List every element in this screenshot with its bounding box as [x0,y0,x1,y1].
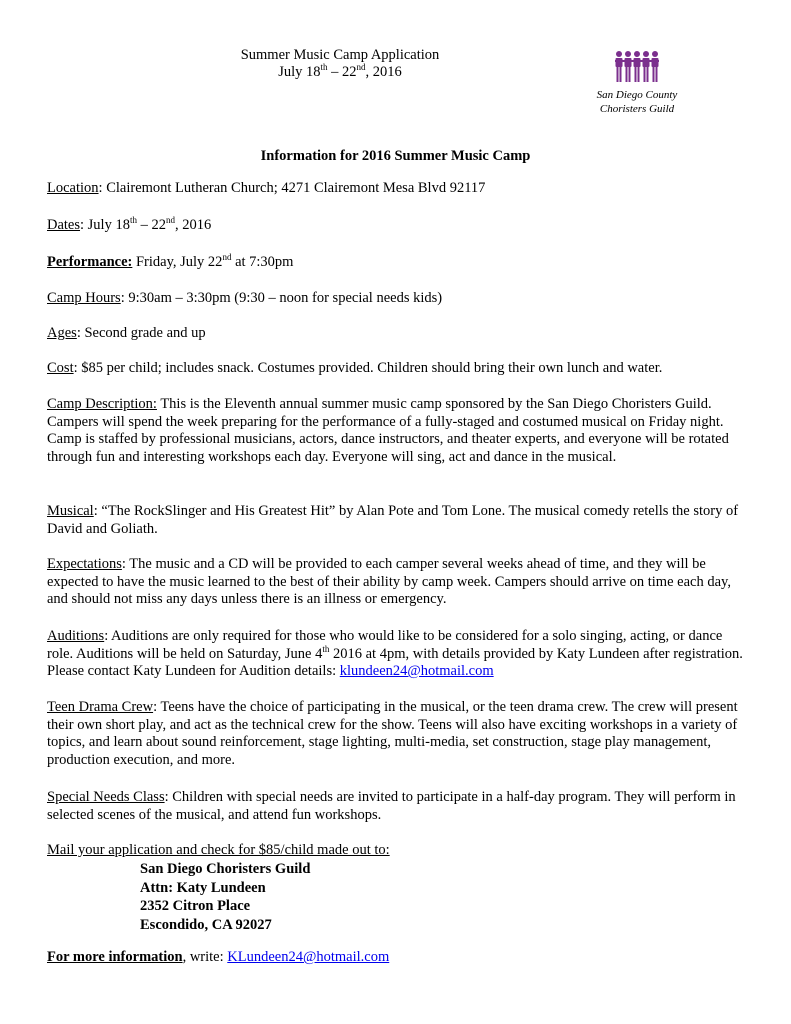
special-needs-label: Special Needs Class [47,789,165,805]
ages-label: Ages [47,325,77,341]
guild-logo [582,50,692,116]
musical-text: : “The RockSlinger and His Greatest Hit” by Alan Pote and Tom Lone. The musical comedy retells the story of David and Goliath. [47,503,739,537]
mail-section [47,842,749,860]
camp-description-text: This is the Eleventh annual summer music camp sponsored by the San Diego Choristers Guild. Campers will spend the week preparing for the performance of a fully-staged and costumed musical on Friday night. Camp is staffed by professional musicians, actors, dance instructors, and theater experts, and everyone will be rotated through fun and interesting workshops each day. Everyone will sing, act and dance in the musical. [47,396,729,465]
camp-hours-section [47,290,749,308]
expectations-text: : The music and a CD will be provided to each camper several weeks ahead of time, and they will be expected to have the music learned to the best of their ability by camp week. Campers should arrive on time each day, and should not miss any days unless there is an illness or emergency. [47,556,731,607]
ages-text: : Second grade and up [76,325,206,341]
dates-label: Dates [47,217,81,233]
location-section [47,180,749,198]
address-line-2: Attn: Katy Lundeen [140,879,266,896]
special-needs-section [47,789,749,824]
mailing-address [140,860,310,934]
logo-line-1: San Diego County [596,89,678,101]
info-title: Information for 2016 Summer Music Camp [260,148,531,164]
address-line-1: San Diego Choristers Guild [140,861,311,877]
special-needs-text: : Children with special needs are invited to participate in a half-day program. They will perform in selected scenes of the musical, and attend fun workshops. [47,789,736,823]
performance-label: Performance: [47,254,133,270]
address-line-3: 2352 Citron Place [140,898,251,914]
more-info-email-link[interactable]: KLundeen24@hotmail.com [227,949,390,965]
logo-line-2: Choristers Guild [599,103,675,115]
more-info-section: For more information, write: KLundeen24@hotmail.com [47,949,390,965]
camp-description-section [47,396,749,466]
musical-label: Musical [47,503,94,519]
mail-label: Mail your application and check for $85/child made out to: [47,842,390,858]
cost-text: : $85 per child; includes snack. Costumes provided. Children should bring their own lunch and water. [73,360,663,376]
dates-section: Dates: July 18th – 22nd, 2016 [47,215,212,233]
auditions-section: Auditions: Auditions are only required for those who would like to be considered for a solo singing, acting, or dance role. Auditions will be held on Saturday, June 4th 2016 at 4pm, with details provided by Katy Lundeen after registration. Please contact Katy Lundeen for Audition details: klundeen24@hotmail.com [47,628,743,679]
camp-hours-label: Camp Hours [47,290,121,306]
teen-drama-text: : Teens have the choice of participating in the musical, or the teen drama crew. The crew will present their own short play, and act as the technical crew for the show. Teens will also have exciting workshops in a variety of topics, and learn about sound reinforcement, stage lighting, multi-media, set construction, stage play management, production execution, and more. [47,699,738,768]
header-title: Summer Music Camp Application [240,47,440,63]
teen-drama-section [47,699,749,769]
more-info-label: For more information [47,949,183,965]
musical-section [47,503,749,538]
auditions-email-link[interactable]: klundeen24@hotmail.com [339,663,494,679]
auditions-label: Auditions [47,628,105,644]
cost-section [47,360,749,378]
camp-hours-text: : 9:30am – 3:30pm (9:30 – noon for special needs kids) [120,290,443,306]
performance-section: Performance: Friday, July 22nd at 7:30pm [47,252,294,270]
expectations-section [47,556,749,609]
choristers-figures-icon [614,50,660,84]
header-dates: July 18th – 22nd, 2016 [278,62,402,80]
location-label: Location [47,180,99,196]
address-line-4: Escondido, CA 92027 [140,916,272,933]
cost-label: Cost [47,360,74,376]
ages-section [47,325,749,343]
expectations-label: Expectations [47,556,122,572]
camp-description-label: Camp Description: [47,396,157,412]
location-text: : Clairemont Lutheran Church; 4271 Clairemont Mesa Blvd 92117 [98,180,486,196]
document-header [200,47,480,81]
teen-drama-label: Teen Drama Crew [47,699,154,715]
